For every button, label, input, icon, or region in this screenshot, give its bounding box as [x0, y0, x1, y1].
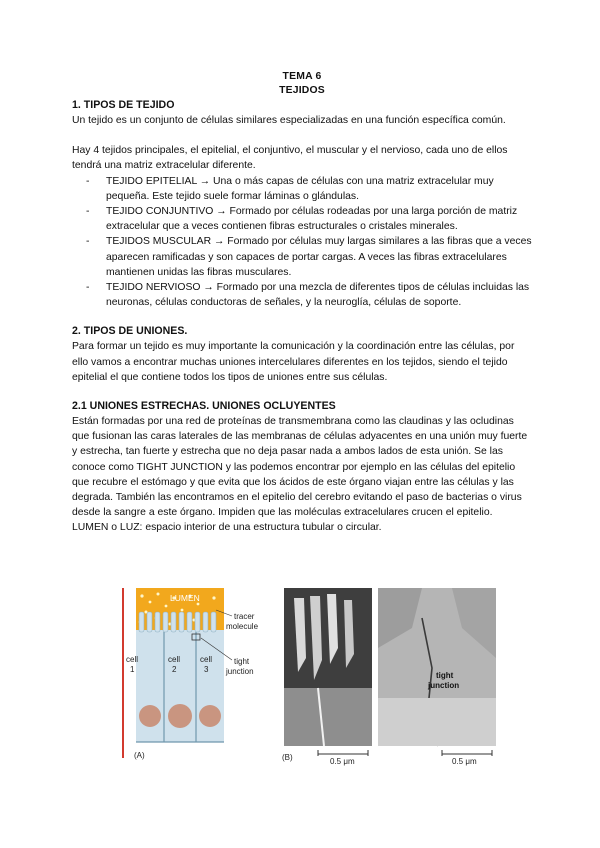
- nucleus-1: [139, 705, 161, 727]
- tracer-label-1: tracer: [234, 612, 255, 621]
- cell-3-number: 3: [204, 665, 209, 674]
- em-tight-label-2: junction: [428, 681, 460, 690]
- section-2-paragraph: Para formar un tejido es muy importante la comunicación y la coordinación entre las células, por ello vamos a encontrar muchas uniones intercelulares diferentes en los tejidos, siendo el tejido epitelial el que contiene todos los tipos de uniones entre sus células.: [72, 341, 515, 383]
- cell-2-word: cell: [168, 655, 181, 664]
- em-tight-label-1: tight: [436, 671, 454, 680]
- tight-junction-figure: [122, 588, 522, 768]
- tight-label-1: tight: [234, 657, 250, 666]
- cell-1-word: cell: [126, 655, 139, 664]
- document-page: [72, 70, 532, 536]
- lumen-label: LUMEN: [170, 593, 200, 603]
- section-1-paragraph: Hay 4 tejidos principales, el epitelial, el conjuntivo, el muscular y el nervioso, cada uno de ellos tendrá una matriz extracelular diferente.: [72, 145, 508, 172]
- section-1-intro: Un tejido es un conjunto de células similares especializadas en una función específica común.: [72, 115, 506, 126]
- section-2-heading: 2. TIPOS DE UNIONES.: [72, 325, 188, 338]
- doc-subtitle: TEJIDOS: [279, 85, 325, 96]
- section-1-heading: 1. TIPOS DE TEJIDO: [72, 99, 175, 111]
- list-item: - TEJIDO CONJUNTIVO → Formado por células rodeadas por una larga porción de matriz extracelular que a veces contienen fibras estructurales o cristales minerales.: [86, 206, 518, 233]
- figure-red-line: [122, 588, 124, 758]
- doc-title: TEMA 6: [282, 71, 322, 82]
- cell-1-number: 1: [130, 665, 135, 674]
- nucleus-3: [199, 705, 221, 727]
- scale-label-1: 0.5 μm: [330, 757, 355, 766]
- list-item: - TEJIDOS MUSCULAR → Formado por células muy largas similares a las fibras que a veces aparecen ramificadas y son capaces de portar cargas. A veces las fibras extracelulares mantienen unidas las fibras musculares.: [86, 236, 532, 278]
- tight-label-2: junction: [226, 667, 254, 676]
- section-2-1-heading: 2.1 UNIONES ESTRECHAS. UNIONES OCLUYENTES: [72, 400, 336, 413]
- cell-3-word: cell: [200, 655, 213, 664]
- panel-a-label: (A): [134, 751, 145, 760]
- tracer-label-2: molecule: [226, 622, 259, 631]
- scale-label-2: 0.5 μm: [452, 757, 477, 766]
- tissue-list: [72, 174, 532, 311]
- cell-2-number: 2: [172, 665, 177, 674]
- panel-b-label: (B): [282, 753, 293, 762]
- list-item: - TEJIDO EPITELIAL → Una o más capas de células con una matriz extracelular muy pequeña. Este tejido suele formar láminas o glándulas.: [86, 175, 494, 202]
- lumen-definition: LUMEN o LUZ: espacio interior de una estructura tubular o circular.: [72, 522, 382, 534]
- nucleus-2: [168, 704, 192, 728]
- list-item: - TEJIDO NERVIOSO → Formado por una mezcla de diferentes tipos de células incluidas las neuronas, células conductoras de señales, y la neuroglía, células de soporte.: [86, 282, 530, 309]
- section-2-1-paragraph: Están formadas por una red de proteínas de transmembrana como las claudinas y las ocludinas que fusionan las caras laterales de las membranas de células adyacentes en una unión muy fuerte y estrecha, tan fuerte y estrecha que no deja pasar nada a ambos lados de esta unión. Se las conoce como TIGHT JUNCTION y las podemos encontrar por ejemplo en las células del epitelio que recubre el estómago y que evita que los ácidos de este órgano viajan entre las células y las degrada. También las encontramos en el epitelio del cerebro evitando el paso de bacterias o virus desde la sangre a este órgano. Impiden que las moléculas extracelulares crucen el epitelio.: [72, 416, 528, 519]
